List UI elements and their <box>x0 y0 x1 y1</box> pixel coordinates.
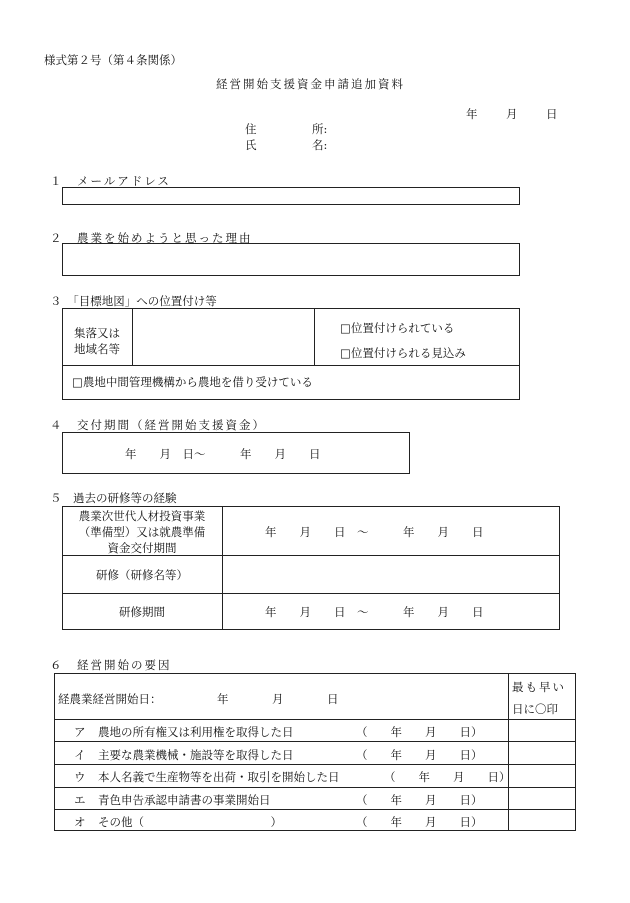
factor-o-date[interactable]: （ 年 月 日） <box>356 815 483 829</box>
training-row-3-label: 研修期間 <box>119 605 165 619</box>
date-month-label: 月 <box>506 107 518 121</box>
start-date-month: 月 <box>272 692 284 706</box>
email-field[interactable] <box>62 187 520 205</box>
address-label-end: 所: <box>312 122 328 136</box>
factor-e-text: 青色申告承認申請書の事業開始日 <box>98 793 271 807</box>
earliest-header-2: 日に〇印 <box>512 702 558 716</box>
factor-a-date[interactable]: （ 年 月 日） <box>356 725 483 739</box>
factor-e-date[interactable]: （ 年 月 日） <box>356 793 483 807</box>
factor-u-text: 本人名義で生産物等を出荷・取引を開始した日 <box>98 770 340 784</box>
area-label-line-2: 地域名等 <box>74 342 120 356</box>
area-label-line-1: 集落又は <box>74 326 120 340</box>
training-name-field[interactable] <box>224 557 558 591</box>
target-map-divider <box>62 365 520 366</box>
start-factor-divider-0 <box>54 719 576 720</box>
training-row-1-label-2: （準備型）又は就農準備 <box>78 525 206 539</box>
reason-field[interactable] <box>62 243 520 276</box>
start-factor-divider-3 <box>54 787 576 788</box>
factor-i-date[interactable]: （ 年 月 日） <box>356 748 483 762</box>
factor-a-letter: ア <box>74 725 86 739</box>
date-year-label: 年 <box>466 107 478 121</box>
section-6-heading: ６ 経営開始の要因 <box>50 658 172 672</box>
name-label-end: 名: <box>312 138 328 152</box>
factor-o-letter: オ <box>74 815 86 829</box>
start-date-year: 年 <box>217 692 229 706</box>
factor-e-letter: エ <box>74 793 86 807</box>
start-factor-divider-2 <box>54 764 576 765</box>
document-title: 経営開始支援資金申請追加資料 <box>216 77 405 91</box>
factor-a-text: 農地の所有権又は利用権を取得した日 <box>98 725 294 739</box>
option-farmland-bank[interactable]: □農地中間管理機構から農地を借り受けている <box>72 375 313 389</box>
training-row-1-label-1: 農業次世代人材投資事業 <box>78 509 206 523</box>
training-row-2-label: 研修（研修名等） <box>96 568 188 582</box>
grant-period-value: 年 月 日～ 年 月 日 <box>125 447 321 461</box>
training-row-3-value[interactable]: 年 月 日 ～ 年 月 日 <box>265 605 484 619</box>
factor-u-letter: ウ <box>74 770 86 784</box>
start-date-label: 経農業経営開始日： <box>58 692 162 706</box>
factor-e-mark-cell[interactable] <box>509 788 575 809</box>
option-positioned[interactable]: □位置付けられている <box>340 321 455 335</box>
option-expected[interactable]: □位置付けられる見込み <box>340 346 466 360</box>
training-row-1-value[interactable]: 年 月 日 ～ 年 月 日 <box>265 525 484 539</box>
training-col-divider <box>222 506 223 630</box>
factor-i-letter: イ <box>74 748 86 762</box>
area-name-field[interactable] <box>134 310 312 363</box>
address-label: 住 <box>245 122 257 136</box>
start-factor-divider-4 <box>54 809 576 810</box>
section-5-heading: ５ 過去の研修等の経験 <box>50 491 177 505</box>
factor-u-date[interactable]: （ 年 月 日） <box>384 770 511 784</box>
section-3-heading: ３ 「目標地図」への位置付け等 <box>50 294 217 308</box>
factor-a-mark-cell[interactable] <box>509 720 575 741</box>
factor-i-mark-cell[interactable] <box>509 742 575 764</box>
form-number: 様式第２号（第４条関係） <box>44 53 182 67</box>
name-label: 氏 <box>245 138 257 152</box>
training-row-1-label-3: 資金交付期間 <box>107 541 177 555</box>
date-day-label: 日 <box>546 107 558 121</box>
section-4-heading: ４ 交付期間（経営開始支援資金） <box>50 418 266 432</box>
training-row-divider-2 <box>62 593 560 594</box>
earliest-header-1: 最も早い <box>512 680 566 694</box>
start-date-day: 日 <box>327 692 339 706</box>
section-1-heading: １ メールアドレス <box>50 174 171 188</box>
start-factor-divider-1 <box>54 741 576 742</box>
factor-u-mark-cell[interactable] <box>509 765 575 787</box>
factor-o-text[interactable]: その他（ ） <box>98 815 282 829</box>
target-map-col-divider-1 <box>132 308 133 365</box>
target-map-col-divider-2 <box>314 308 315 365</box>
section-2-heading: ２ 農業を始めようと思った理由 <box>50 231 253 245</box>
factor-o-mark-cell[interactable] <box>509 810 575 830</box>
factor-i-text: 主要な農業機械・施設等を取得した日 <box>98 748 294 762</box>
